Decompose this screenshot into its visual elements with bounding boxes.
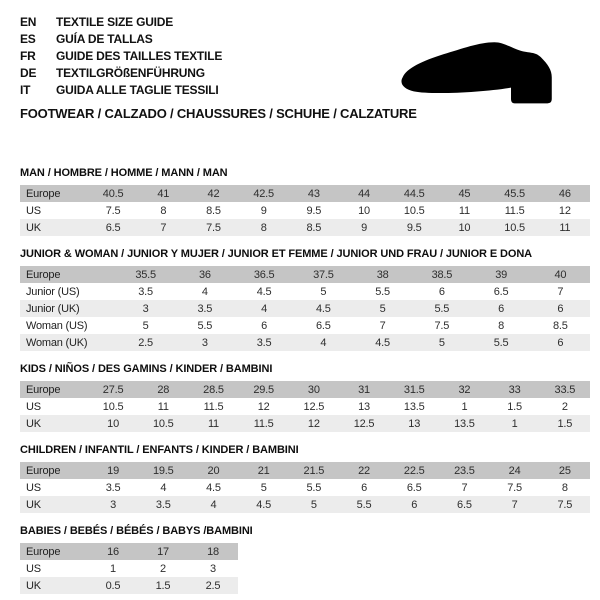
size-cell: 36.5 — [235, 266, 294, 283]
language-label: TEXTILGRÖßENFÜHRUNG — [56, 66, 205, 80]
size-cell: 23.5 — [439, 462, 489, 479]
size-cell: 6.5 — [389, 479, 439, 496]
size-cell: 6 — [531, 300, 590, 317]
size-cell: 28.5 — [188, 381, 238, 398]
size-table-title: BABIES / BEBÉS / BÉBÉS / BABYS /BAMBINI — [20, 525, 253, 537]
size-cell: 12 — [289, 415, 339, 432]
row-label: Junior (UK) — [20, 300, 116, 317]
row-label: Europe — [20, 462, 88, 479]
size-cell: 11.5 — [188, 398, 238, 415]
size-cell: 9.5 — [389, 219, 439, 236]
size-cell: 7 — [138, 219, 188, 236]
size-cell: 8 — [472, 317, 531, 334]
size-cell: 5.5 — [472, 334, 531, 351]
row-label: US — [20, 560, 88, 577]
size-cell: 5 — [116, 317, 175, 334]
size-cell: 25 — [540, 462, 590, 479]
size-cell: 2.5 — [188, 577, 238, 594]
size-cell: 9 — [339, 219, 389, 236]
size-cell: 22 — [339, 462, 389, 479]
size-cell: 4 — [294, 334, 353, 351]
size-cell: 11 — [138, 398, 188, 415]
size-cell: 21 — [239, 462, 289, 479]
row-label: Europe — [20, 266, 116, 283]
table-row — [20, 300, 590, 317]
size-table-section-children — [20, 444, 590, 513]
size-cell: 8.5 — [531, 317, 590, 334]
size-cell: 1.5 — [540, 415, 590, 432]
size-cell: 8 — [239, 219, 289, 236]
table-row — [20, 462, 590, 479]
size-cell: 8 — [540, 479, 590, 496]
size-cell: 18 — [188, 543, 238, 560]
row-label: UK — [20, 577, 88, 594]
size-cell: 5 — [412, 334, 471, 351]
size-cell: 8.5 — [289, 219, 339, 236]
row-label: UK — [20, 496, 88, 513]
size-cell: 11.5 — [239, 415, 289, 432]
size-cell: 10 — [339, 202, 389, 219]
size-cell: 9.5 — [289, 202, 339, 219]
size-table-section-man — [20, 167, 590, 236]
table-row — [20, 415, 590, 432]
size-cell: 6.5 — [472, 283, 531, 300]
size-cell: 45 — [439, 185, 489, 202]
size-cell: 4 — [188, 496, 238, 513]
size-cell: 9 — [239, 202, 289, 219]
size-cell: 10.5 — [490, 219, 540, 236]
table-row — [20, 560, 238, 577]
size-cell: 4.5 — [294, 300, 353, 317]
language-code: FR — [20, 49, 36, 63]
row-label: US — [20, 202, 88, 219]
row-label: Junior (US) — [20, 283, 116, 300]
size-cell: 2 — [138, 560, 188, 577]
size-cell: 44 — [339, 185, 389, 202]
size-cell: 1 — [439, 398, 489, 415]
category-title: FOOTWEAR / CALZADO / CHAUSSURES / SCHUHE / CALZATURE — [20, 106, 417, 121]
size-cell: 11 — [188, 415, 238, 432]
row-label: UK — [20, 415, 88, 432]
size-cell: 5 — [353, 300, 412, 317]
size-cell: 4.5 — [188, 479, 238, 496]
size-cell: 35.5 — [116, 266, 175, 283]
size-cell: 3.5 — [175, 300, 234, 317]
size-table-title: JUNIOR & WOMAN / JUNIOR Y MUJER / JUNIOR ET FEMME / JUNIOR UND FRAU / JUNIOR E DONA — [20, 248, 533, 260]
size-cell: 7 — [353, 317, 412, 334]
size-cell: 6 — [389, 496, 439, 513]
table-row — [20, 479, 590, 496]
size-cell: 7.5 — [88, 202, 138, 219]
size-cell: 5 — [294, 283, 353, 300]
size-cell: 20 — [188, 462, 238, 479]
size-cell: 40 — [531, 266, 590, 283]
table-row — [20, 398, 590, 415]
size-cell: 5 — [239, 479, 289, 496]
size-table — [20, 266, 590, 351]
size-cell: 6.5 — [294, 317, 353, 334]
table-row — [20, 185, 590, 202]
size-cell: 12 — [239, 398, 289, 415]
size-cell: 11 — [540, 219, 590, 236]
size-cell: 5.5 — [339, 496, 389, 513]
size-cell: 39 — [472, 266, 531, 283]
size-cell: 0.5 — [88, 577, 138, 594]
language-code: EN — [20, 15, 37, 29]
size-cell: 3.5 — [88, 479, 138, 496]
size-cell: 6 — [472, 300, 531, 317]
size-cell: 27.5 — [88, 381, 138, 398]
size-cell: 3 — [116, 300, 175, 317]
row-label: Europe — [20, 543, 88, 560]
size-table — [20, 185, 590, 236]
size-cell: 46 — [540, 185, 590, 202]
language-label: GUIDA ALLE TAGLIE TESSILI — [56, 83, 219, 97]
size-cell: 36 — [175, 266, 234, 283]
size-cell: 8 — [138, 202, 188, 219]
size-cell: 4 — [175, 283, 234, 300]
size-table — [20, 381, 590, 432]
size-cell: 10.5 — [389, 202, 439, 219]
size-cell: 7 — [531, 283, 590, 300]
size-table — [20, 462, 590, 513]
table-row — [20, 381, 590, 398]
size-cell: 6 — [412, 283, 471, 300]
row-label: Woman (UK) — [20, 334, 116, 351]
size-cell: 43 — [289, 185, 339, 202]
size-cell: 8.5 — [188, 202, 238, 219]
table-row — [20, 202, 590, 219]
size-cell: 45.5 — [490, 185, 540, 202]
size-cell: 3 — [175, 334, 234, 351]
size-cell: 5.5 — [412, 300, 471, 317]
size-cell: 21.5 — [289, 462, 339, 479]
size-cell: 5.5 — [289, 479, 339, 496]
size-cell: 29.5 — [239, 381, 289, 398]
size-cell: 2.5 — [116, 334, 175, 351]
row-label: UK — [20, 219, 88, 236]
size-cell: 5.5 — [175, 317, 234, 334]
language-label: TEXTILE SIZE GUIDE — [56, 15, 174, 29]
table-row — [20, 283, 590, 300]
size-cell: 6 — [531, 334, 590, 351]
size-cell: 4.5 — [239, 496, 289, 513]
size-cell: 3.5 — [235, 334, 294, 351]
size-cell: 1 — [490, 415, 540, 432]
size-cell: 6 — [235, 317, 294, 334]
size-cell: 24 — [490, 462, 540, 479]
size-cell: 4.5 — [235, 283, 294, 300]
size-cell: 10.5 — [88, 398, 138, 415]
row-label: Europe — [20, 381, 88, 398]
table-row — [20, 266, 590, 283]
size-cell: 1 — [88, 560, 138, 577]
size-cell: 11 — [439, 202, 489, 219]
size-cell: 28 — [138, 381, 188, 398]
size-cell: 7.5 — [540, 496, 590, 513]
size-table-title: MAN / HOMBRE / HOMME / MANN / MAN — [20, 167, 228, 179]
size-cell: 17 — [138, 543, 188, 560]
size-cell: 13.5 — [389, 398, 439, 415]
size-cell: 16 — [88, 543, 138, 560]
table-row — [20, 577, 238, 594]
size-cell: 10.5 — [138, 415, 188, 432]
size-cell: 1.5 — [138, 577, 188, 594]
dress-shoe-silhouette-icon — [390, 20, 582, 108]
size-cell: 7 — [490, 496, 540, 513]
language-code: ES — [20, 32, 36, 46]
size-cell: 11.5 — [490, 202, 540, 219]
size-cell: 1.5 — [490, 398, 540, 415]
size-cell: 13 — [339, 398, 389, 415]
table-row — [20, 496, 590, 513]
size-cell: 6.5 — [88, 219, 138, 236]
size-table-section-kids — [20, 363, 590, 432]
size-cell: 7 — [439, 479, 489, 496]
language-label: GUÍA DE TALLAS — [56, 32, 153, 46]
size-cell: 6 — [339, 479, 389, 496]
size-cell: 40.5 — [88, 185, 138, 202]
size-cell: 31.5 — [389, 381, 439, 398]
row-label: Europe — [20, 185, 88, 202]
size-cell: 13 — [389, 415, 439, 432]
table-row — [20, 334, 590, 351]
size-cell: 7.5 — [412, 317, 471, 334]
size-cell: 3.5 — [116, 283, 175, 300]
size-cell: 12 — [540, 202, 590, 219]
size-cell: 31 — [339, 381, 389, 398]
language-code: IT — [20, 83, 31, 97]
size-cell: 12.5 — [339, 415, 389, 432]
size-cell: 38 — [353, 266, 412, 283]
language-label: GUIDE DES TAILLES TEXTILE — [56, 49, 223, 63]
size-table-section-babies — [20, 525, 590, 594]
size-table-title: CHILDREN / INFANTIL / ENFANTS / KINDER / BAMBINI — [20, 444, 299, 456]
size-cell: 6.5 — [439, 496, 489, 513]
size-cell: 4 — [138, 479, 188, 496]
size-cell: 33 — [490, 381, 540, 398]
row-label: US — [20, 398, 88, 415]
size-cell: 42 — [188, 185, 238, 202]
size-cell: 22.5 — [389, 462, 439, 479]
table-row — [20, 219, 590, 236]
size-cell: 37.5 — [294, 266, 353, 283]
table-row — [20, 543, 238, 560]
size-cell: 30 — [289, 381, 339, 398]
table-row — [20, 317, 590, 334]
size-cell: 4 — [235, 300, 294, 317]
size-table — [20, 543, 238, 594]
size-cell: 32 — [439, 381, 489, 398]
size-cell: 19 — [88, 462, 138, 479]
row-label: Woman (US) — [20, 317, 116, 334]
size-cell: 4.5 — [353, 334, 412, 351]
size-cell: 10 — [439, 219, 489, 236]
size-table-title: KIDS / NIÑOS / DES GAMINS / KINDER / BAMBINI — [20, 363, 273, 375]
row-label: US — [20, 479, 88, 496]
size-cell: 33.5 — [540, 381, 590, 398]
size-cell: 13.5 — [439, 415, 489, 432]
size-cell: 3.5 — [138, 496, 188, 513]
size-cell: 2 — [540, 398, 590, 415]
size-cell: 7.5 — [188, 219, 238, 236]
size-cell: 3 — [188, 560, 238, 577]
size-table-section-junior-woman — [20, 248, 590, 351]
size-cell: 12.5 — [289, 398, 339, 415]
size-cell: 44.5 — [389, 185, 439, 202]
size-cell: 41 — [138, 185, 188, 202]
size-tables — [20, 167, 590, 594]
size-cell: 3 — [88, 496, 138, 513]
size-cell: 5.5 — [353, 283, 412, 300]
size-cell: 10 — [88, 415, 138, 432]
size-cell: 7.5 — [490, 479, 540, 496]
language-code: DE — [20, 66, 37, 80]
size-cell: 38.5 — [412, 266, 471, 283]
header — [20, 14, 590, 121]
size-cell: 42.5 — [239, 185, 289, 202]
size-cell: 19.5 — [138, 462, 188, 479]
size-cell: 5 — [289, 496, 339, 513]
